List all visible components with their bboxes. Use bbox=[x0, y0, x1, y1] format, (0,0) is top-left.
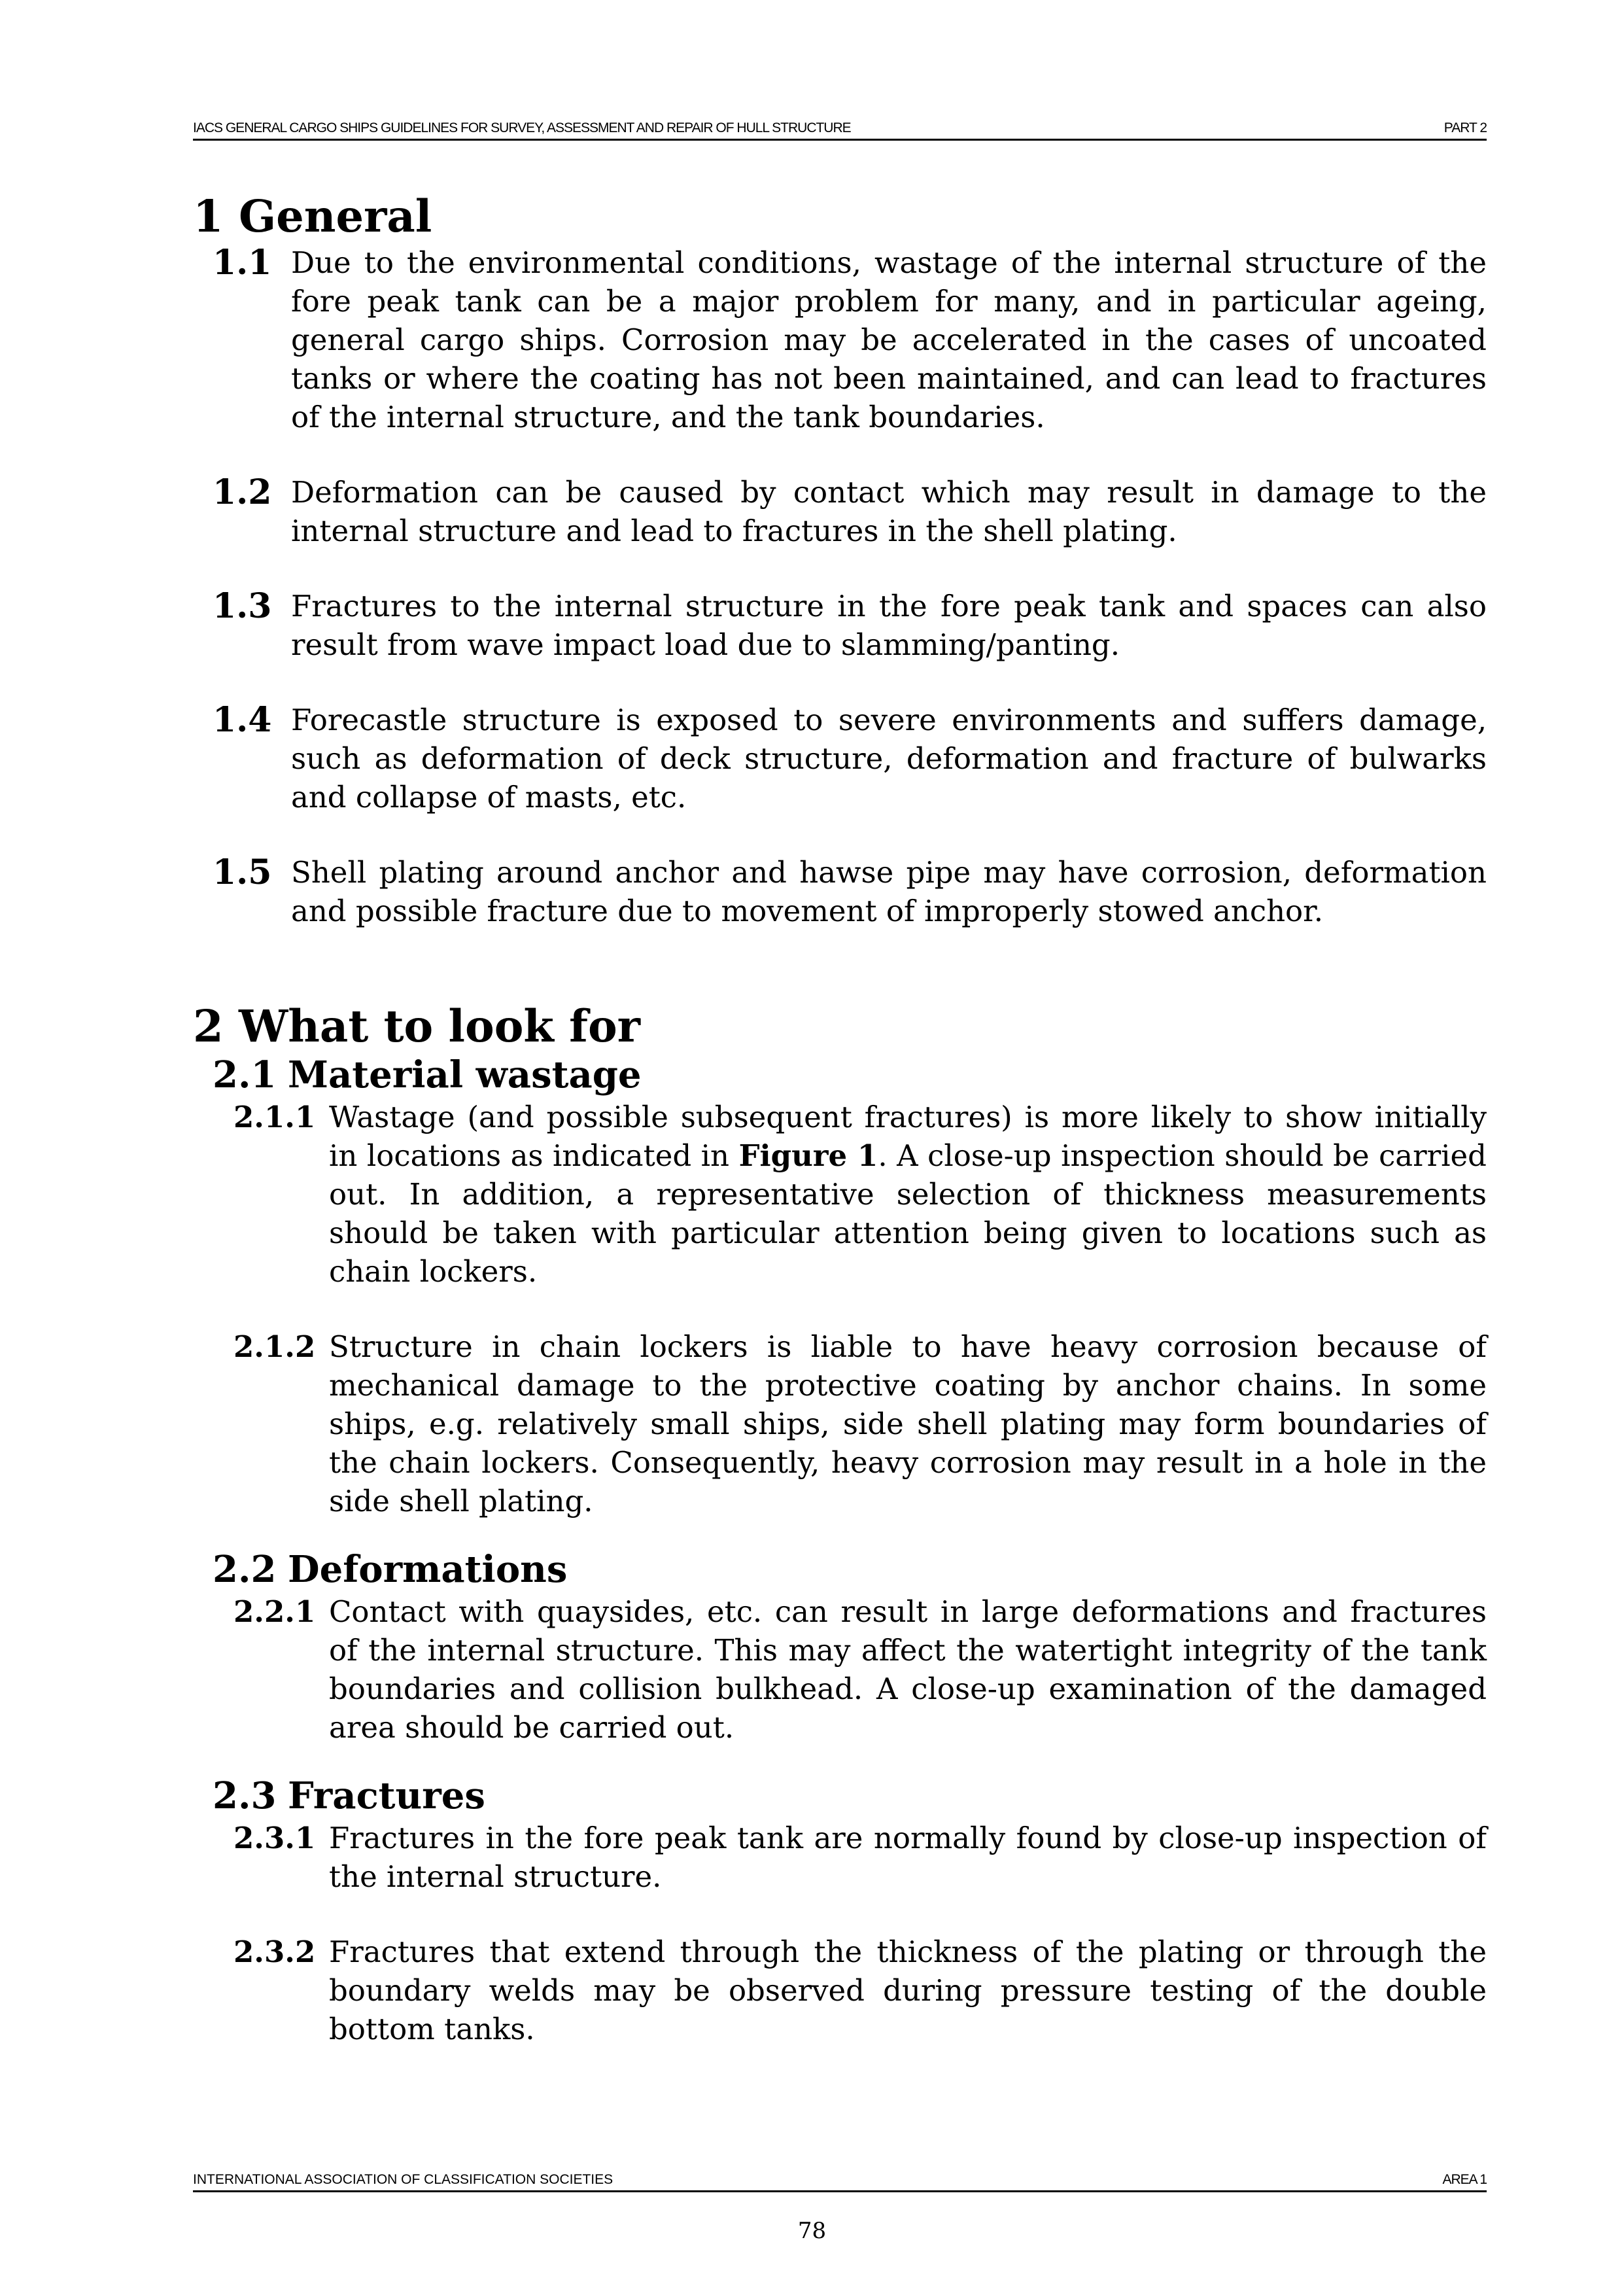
paragraph-2-1-2 bbox=[193, 1327, 1487, 1520]
paragraph-text: Forecastle structure is exposed to severe environments and suffers damage, such as deformation of deck structure, deformation and fracture of bulwarks and collapse of masts, etc. bbox=[291, 703, 1487, 815]
paragraph-number: 1.5 bbox=[213, 852, 272, 892]
subsection-2-3-title bbox=[213, 1774, 1487, 1817]
paragraph-text: Shell plating around anchor and hawse pipe may have corrosion, deformation and possible fracture due to movement of improperly stowed anchor. bbox=[291, 855, 1487, 928]
subsection-heading: Deformations bbox=[288, 1548, 568, 1591]
paragraph-number: 2.1.1 bbox=[233, 1100, 316, 1134]
subsection-number: 2.3 bbox=[213, 1774, 277, 1817]
paragraph-1-5 bbox=[193, 853, 1487, 930]
subsection-heading: Fractures bbox=[288, 1774, 485, 1817]
header-part: PART 2 bbox=[1443, 120, 1487, 135]
paragraph-2-3-1 bbox=[193, 1819, 1487, 1896]
footer-area: AREA 1 bbox=[1442, 2172, 1487, 2187]
section-1-title: 1 General bbox=[193, 190, 432, 242]
paragraph-1-4 bbox=[193, 701, 1487, 816]
paragraph-text: Fractures to the internal structure in the fore peak tank and spaces can also result from wave impact load due to slamming/panting. bbox=[291, 589, 1487, 662]
figure-reference: Figure 1 bbox=[738, 1138, 878, 1173]
paragraph-1-2 bbox=[193, 473, 1487, 550]
paragraph-number: 1.4 bbox=[213, 700, 272, 740]
paragraph-2-3-2 bbox=[193, 1933, 1487, 2048]
footer-organization: INTERNATIONAL ASSOCIATION OF CLASSIFICATION SOCIETIES bbox=[193, 2172, 613, 2187]
paragraph-number: 2.3.2 bbox=[233, 1935, 316, 1969]
page-number: 78 bbox=[797, 2218, 827, 2244]
paragraph-text: Structure in chain lockers is liable to have heavy corrosion because of mechanical damage to the protective coating by anchor chains. In some ships, e.g. relatively small ships, side shell plating may form boundaries of the chain lockers. Consequently, heavy corrosion may result in a hole in the side shell plating. bbox=[329, 1329, 1487, 1518]
page-header bbox=[193, 118, 1487, 141]
paragraph-text: Deformation can be caused by contact which may result in damage to the internal structure and lead to fractures in the shell plating. bbox=[291, 475, 1487, 548]
paragraph-number: 1.2 bbox=[213, 472, 272, 512]
subsection-number: 2.1 bbox=[213, 1053, 277, 1096]
header-title: IACS GENERAL CARGO SHIPS GUIDELINES FOR SURVEY, ASSESSMENT AND REPAIR OF HULL STRUCTURE bbox=[193, 120, 851, 135]
paragraph-number: 1.1 bbox=[213, 243, 272, 283]
page-footer bbox=[193, 2171, 1487, 2192]
paragraph-2-2-1 bbox=[193, 1592, 1487, 1747]
paragraph-text bbox=[329, 1098, 1487, 1291]
paragraph-2-1-1 bbox=[193, 1098, 1487, 1291]
subsection-2-1-title bbox=[213, 1053, 1487, 1096]
paragraph-text: Due to the environmental conditions, wastage of the internal structure of the fore peak tank can be a major problem for many, and in particular ageing, general cargo ships. Corrosion may be accelerated in the cases of uncoated tanks or where the coating has not been maintained, and can lead to fractures of the internal structure, and the tank boundaries. bbox=[291, 245, 1487, 434]
paragraph-number: 2.2.1 bbox=[233, 1594, 316, 1629]
paragraph-text: Fractures in the fore peak tank are normally found by close-up inspection of the internal structure. bbox=[329, 1821, 1487, 1894]
paragraph-text-part: Wastage (and possible subsequent fractures) is more likely to show initially in locations as indicated in bbox=[329, 1100, 1487, 1173]
paragraph-number: 2.3.1 bbox=[233, 1821, 316, 1855]
paragraph-text: Fractures that extend through the thickness of the plating or through the boundary welds may be observed during pressure testing of the double bottom tanks. bbox=[329, 1935, 1487, 2046]
page-content bbox=[193, 190, 1487, 2048]
paragraph-text-part: . A close-up inspection should be carried out. In addition, a representative selection of thickness measurements should be taken with particular attention being given to locations such as chain lockers. bbox=[329, 1138, 1487, 1289]
paragraph-1-1 bbox=[193, 243, 1487, 436]
paragraph-number: 1.3 bbox=[213, 586, 272, 626]
subsection-heading: Material wastage bbox=[288, 1053, 642, 1096]
section-2-title: 2 What to look for bbox=[193, 1000, 640, 1052]
paragraph-1-3 bbox=[193, 587, 1487, 664]
paragraph-text: Contact with quaysides, etc. can result in large deformations and fractures of the internal structure. This may affect the watertight integrity of the tank boundaries and collision bulkhead. A close-up examination of the damaged area should be carried out. bbox=[329, 1594, 1487, 1745]
subsection-number: 2.2 bbox=[213, 1548, 277, 1591]
paragraph-number: 2.1.2 bbox=[233, 1329, 316, 1364]
subsection-2-2-title bbox=[213, 1548, 1487, 1591]
